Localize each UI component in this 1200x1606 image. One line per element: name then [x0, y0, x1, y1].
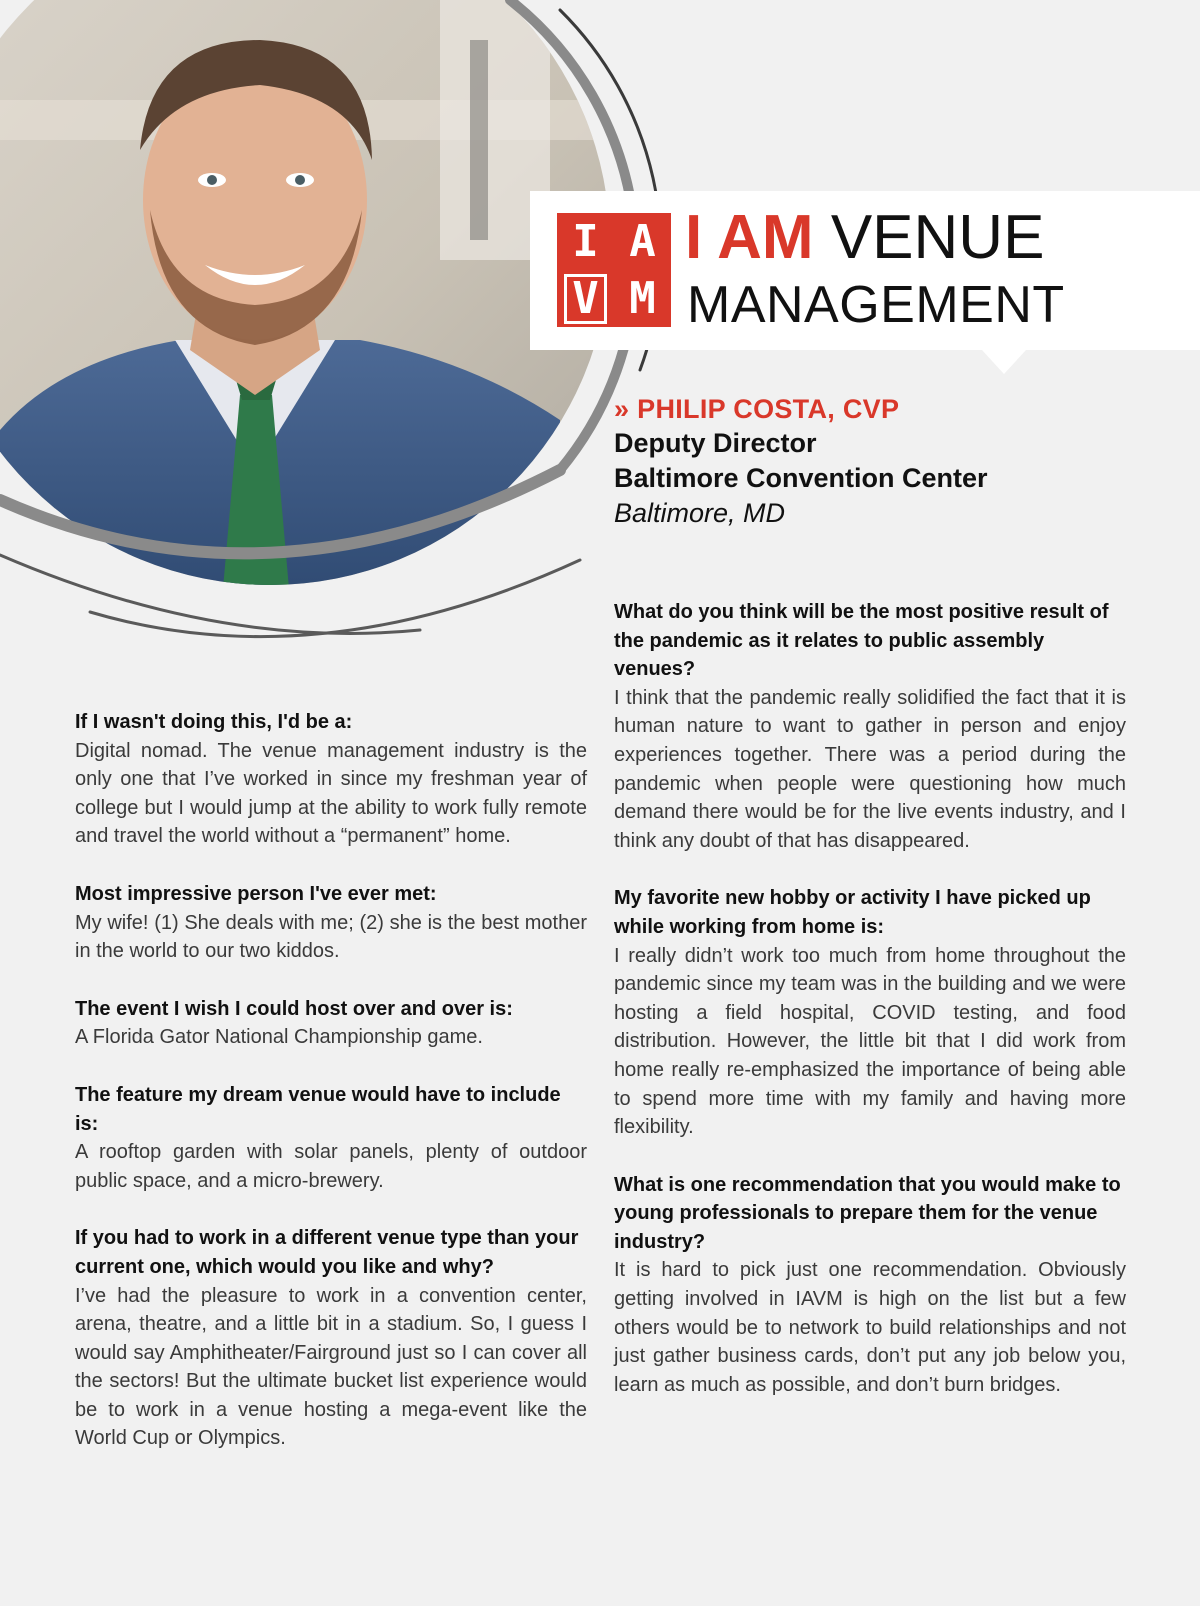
qa-item — [75, 880, 587, 966]
qa-item — [614, 884, 1126, 1141]
qa-item — [75, 708, 587, 851]
question: My favorite new hobby or activity I have picked up while working from home is: — [614, 887, 1091, 938]
answer: I really didn’t work too much from home throughout the pandemic since my team was in the building and we were hosting a field hospital, COVID testing, and food distribution. However, the little bit that I did work from home really re-emphasized the importance of being able to spend more time with my family and having more flexibility. — [614, 944, 1126, 1139]
person-role: Deputy Director — [614, 428, 817, 458]
masthead-title-red: I AM — [685, 203, 814, 272]
question: The event I wish I could host over and over is: — [75, 997, 513, 1020]
logo-letter: A — [629, 215, 656, 267]
answer: A Florida Gator National Championship game. — [75, 1026, 483, 1049]
left-column — [75, 708, 587, 1482]
answer: Digital nomad. The venue management industry is the only one that I’ve worked in since my freshman year of college but I would jump at the ability to work fully remote and travel the world without a “permanent” home. — [75, 739, 587, 848]
qa-item — [614, 598, 1126, 855]
qa-item — [75, 995, 587, 1052]
right-column — [614, 598, 1126, 1428]
logo-letter: M — [629, 272, 656, 324]
answer: I think that the pandemic really solidified the fact that it is human nature to want to gather in person and enjoy experiences together. There was a period during the pandemic when people were questioning how much demand there would be for the live events industry, and I think any doubt of that has disappeared. — [614, 686, 1126, 852]
qa-item — [75, 1224, 587, 1453]
logo-letter-boxed: V — [557, 270, 614, 327]
question: If you had to work in a different venue type than your current one, which would you like and why? — [75, 1227, 579, 1278]
iavm-logo — [557, 213, 671, 327]
question: What do you think will be the most positive result of the pandemic as it relates to public assembly venues? — [614, 601, 1109, 681]
answer: My wife! (1) She deals with me; (2) she is the best mother in the world to our two kiddos. — [75, 911, 587, 963]
question: What is one recommendation that you would make to young professionals to prepare them for the venue industry? — [614, 1173, 1121, 1253]
person-name-text: PHILIP COSTA, CVP — [637, 394, 900, 424]
qa-item — [75, 1081, 587, 1195]
qa-item — [614, 1171, 1126, 1400]
answer: I’ve had the pleasure to work in a convention center, arena, theatre, and a little bit in a stadium. So, I guess I would say Amphitheater/Fairground just so I can cover all the sectors! But the ultimate bucket list experience would be to work in a venue hosting a mega-event like the World Cup or Olympics. — [75, 1284, 587, 1450]
question: Most impressive person I've ever met: — [75, 882, 437, 905]
answer: A rooftop garden with solar panels, plenty of outdoor public space, and a micro-brewery. — [75, 1141, 587, 1192]
banner-pointer — [982, 350, 1026, 374]
person-organization: Baltimore Convention Center — [614, 463, 988, 493]
person-location: Baltimore, MD — [614, 498, 786, 528]
question: If I wasn't doing this, I'd be a: — [75, 711, 353, 733]
masthead-title-line2: MANAGEMENT — [687, 276, 1065, 334]
name-marker: » — [614, 394, 630, 424]
logo-letter: I — [572, 215, 599, 267]
question: The feature my dream venue would have to include is: — [75, 1083, 561, 1135]
answer: It is hard to pick just one recommendation. Obviously getting involved in IAVM is high on the list but a few others would be to network to build relationships and not just gather business cards, don’t put any job below you, learn as much as possible, and don’t burn bridges. — [614, 1259, 1126, 1396]
profile-block — [614, 392, 1174, 531]
person-name — [614, 392, 1174, 426]
masthead-title-black: VENUE — [830, 203, 1045, 272]
header-banner — [530, 191, 1200, 350]
masthead-title-line1 — [685, 203, 1044, 273]
